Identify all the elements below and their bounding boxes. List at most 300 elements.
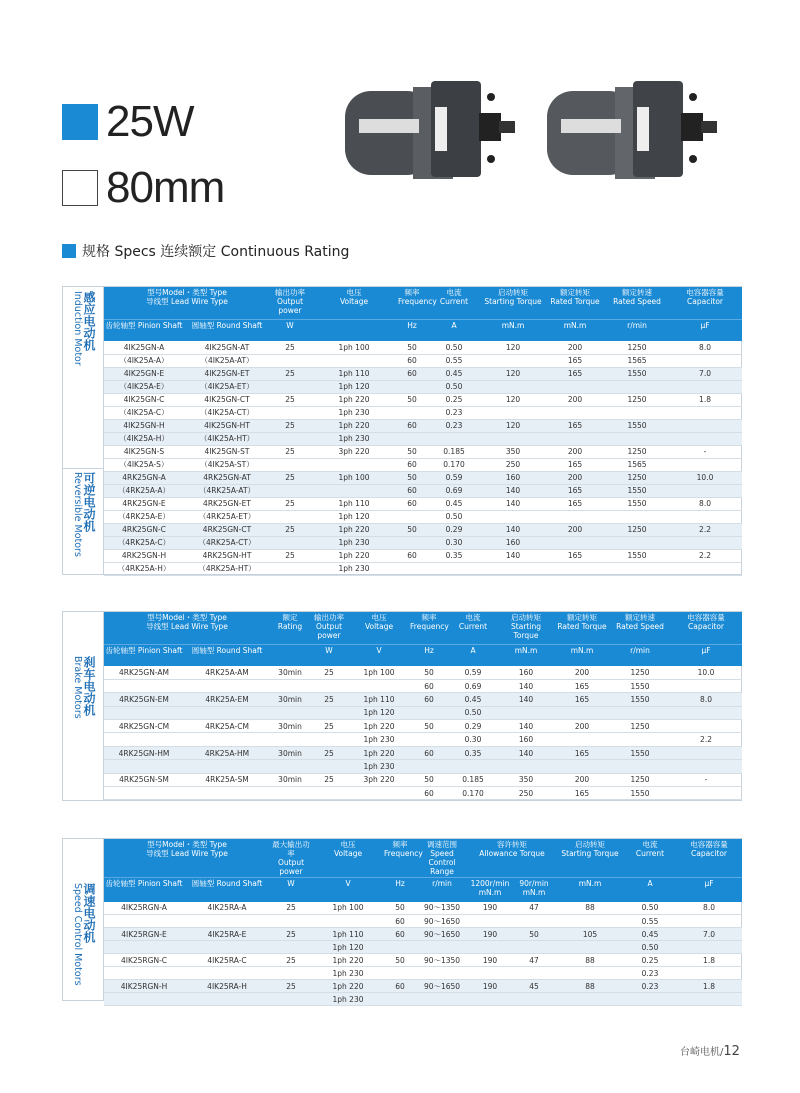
table-cell: 4IK25GN-C [104,393,184,406]
table-cell [270,706,310,719]
table-cell: 190 [468,902,512,915]
table-cell [384,967,416,980]
table-cell: 4RK25A-AM [184,666,270,679]
table-cell: 200 [544,471,606,484]
table-cell [448,760,498,773]
table-cell [544,380,606,393]
table-cell: 1.8 [676,980,742,993]
table-cell: 0.170 [448,787,498,800]
table-cell [384,993,416,1006]
table-cell: 0.185 [426,445,482,458]
table-cell: 4RK25GN-CM [104,720,184,733]
table-cell [512,941,556,954]
table-cell: （4RK25A-HT） [184,562,270,575]
table-cell [554,733,610,746]
table-cell [668,354,742,367]
table-cell [104,915,184,928]
table-cell: 7.0 [676,928,742,941]
sub-unit: A [426,319,482,341]
table-cell [270,562,310,575]
table-row [104,432,742,445]
sub-unit: 1200r/min mN.m [468,878,512,902]
table-cell [104,993,184,1006]
hdr-starting-torque: 启动转矩 Starting Torque [498,612,554,644]
table-cell: 4IK25RGN-A [104,902,184,915]
group-title-cn: 可逆电动机 [82,472,96,532]
table-cell: 60 [398,458,426,471]
table-cell [668,458,742,471]
table-cell: 165 [544,367,606,380]
table-cell: 1ph 230 [348,760,410,773]
table-cell: 0.25 [426,393,482,406]
table-cell [606,432,668,445]
table-cell [104,706,184,719]
table-cell: （4RK25A-C） [104,536,184,549]
hdr-starting-torque: 启动转矩 Starting Torque [556,839,624,878]
power-label: 25W [106,97,194,146]
table-cell: 25 [270,902,312,915]
table-cell [668,406,742,419]
table-cell [416,941,468,954]
table-cell: 120 [482,393,544,406]
table-cell [398,536,426,549]
table-row [104,773,742,786]
table-cell: 0.45 [448,693,498,706]
table-cell: 1ph 120 [312,941,384,954]
table-cell: 1ph 230 [310,562,398,575]
table-row [104,915,742,928]
table-cell [482,432,544,445]
table-row [104,980,742,993]
table-cell: 50 [398,341,426,354]
table-cell [544,562,606,575]
table-row [104,787,742,800]
table-1 [104,287,742,576]
table-cell [482,380,544,393]
table-cell: 200 [544,445,606,458]
table-cell: 120 [482,341,544,354]
table-cell: 0.50 [624,902,676,915]
table-cell: 50 [512,928,556,941]
blue-bullet-icon [62,244,76,258]
table-cell: 0.50 [624,941,676,954]
table-cell: 0.55 [624,915,676,928]
table-cell [310,458,398,471]
table-cell: 8.0 [668,497,742,510]
table-cell: 1ph 110 [312,928,384,941]
hdr-voltage: 电压 Voltage [348,612,410,644]
table-cell [556,993,624,1006]
table-cell [544,406,606,419]
table-cell [270,967,312,980]
table-cell: 4IK25RA-A [184,902,270,915]
table-cell: 1ph 220 [312,980,384,993]
table-row [104,967,742,980]
table-cell [416,967,468,980]
sub-unit: r/min [610,644,670,666]
table-cell: 160 [482,471,544,484]
table-cell [670,760,742,773]
table-cell: 165 [544,549,606,562]
sub-round: 圆轴型 Round Shaft [184,878,270,902]
table-cell [668,419,742,432]
table-cell: 0.29 [448,720,498,733]
hdr-frequency: 频率 Frequency [398,287,426,319]
table-2 [104,612,742,800]
table-cell: 250 [482,458,544,471]
table-cell: 160 [498,733,554,746]
table-cell: 1ph 220 [312,954,384,967]
table-cell: 25 [270,445,310,458]
table-cell: 4RK25GN-HT [184,549,270,562]
table-cell: 25 [270,954,312,967]
page-number: 12 [723,1044,740,1059]
table-cell: 30min [270,773,310,786]
table-cell: 1565 [606,458,668,471]
table-cell: 90～1350 [416,954,468,967]
table-cell [104,787,184,800]
footer-brand: 台崎电机 [680,1047,720,1058]
table-cell: 1ph 220 [348,746,410,759]
table-cell: 1550 [606,549,668,562]
table-cell: 50 [410,666,448,679]
table-cell: 4RK25GN-AT [184,471,270,484]
table-cell [310,760,348,773]
table-cell [184,915,270,928]
sub-unit: Hz [398,319,426,341]
table-cell [270,679,310,692]
table-cell [310,484,398,497]
table-cell [410,706,448,719]
sub-unit [310,319,398,341]
table-cell: 0.55 [426,354,482,367]
table-cell [670,679,742,692]
table-cell [184,787,270,800]
table-cell [512,993,556,1006]
table-cell: 0.59 [426,471,482,484]
hdr-rated-speed: 额定转速 Rated Speed [610,612,670,644]
table-cell [312,915,384,928]
hdr-capacitor: 电容器容量 Capacitor [670,612,742,644]
table-cell: 3ph 220 [310,445,398,458]
table-cell: - [668,445,742,458]
table-cell [270,941,312,954]
table-cell: 1250 [606,523,668,536]
table-cell [544,510,606,523]
table-cell [104,941,184,954]
table-row [104,341,742,354]
table-cell: 60 [384,915,416,928]
table-cell: 1250 [606,393,668,406]
table-cell [482,406,544,419]
table-cell: 0.23 [624,967,676,980]
table-cell [668,380,742,393]
table-cell: 1565 [606,354,668,367]
sub-round: 圆轴型 Round Shaft [184,644,270,666]
table-cell: 0.35 [426,549,482,562]
table-cell [624,993,676,1006]
table-cell: 4RK25GN-ET [184,497,270,510]
table-row [104,993,742,1006]
table-cell: 4RK25GN-C [104,523,184,536]
table-cell: 165 [544,354,606,367]
sub-unit: mN.m [544,319,606,341]
table-cell: （4IK25A-ST） [184,458,270,471]
table-cell [670,706,742,719]
frame-heading [62,163,224,213]
table-cell: 50 [410,773,448,786]
sub-unit: W [310,644,348,666]
table-cell: 350 [498,773,554,786]
table-cell: 165 [544,419,606,432]
table-cell: 60 [384,980,416,993]
table-cell: 50 [384,954,416,967]
table-cell [270,510,310,523]
table-cell: 0.59 [448,666,498,679]
sub-unit: V [312,878,384,902]
table-cell [498,760,554,773]
motor-photo-1 [343,73,523,183]
table-cell: 0.50 [448,706,498,719]
table-cell: 0.23 [426,406,482,419]
table-cell [270,760,310,773]
table-cell [606,562,668,575]
table-cell: 60 [410,693,448,706]
table-cell: 1ph 230 [310,536,398,549]
table-cell [498,706,554,719]
table-cell [676,993,742,1006]
table-cell [668,536,742,549]
table-cell: 1550 [606,497,668,510]
table-cell [468,941,512,954]
table-cell: 50 [398,445,426,458]
table-cell [398,562,426,575]
table-cell [556,941,624,954]
table-cell: 2.2 [670,733,742,746]
table-cell [482,354,544,367]
table-cell [270,787,310,800]
table-cell: （4RK25A-E） [104,510,184,523]
table-cell: 4RK25A-HM [184,746,270,759]
table-cell: 1ph 100 [310,341,398,354]
table-cell: 1550 [606,367,668,380]
table-cell [668,510,742,523]
table-cell: 60 [384,928,416,941]
table-cell: 4IK25GN-HT [184,419,270,432]
spec-title: 规格 Specs 连续额定 Continuous Rating [82,244,350,260]
table-cell: 60 [398,549,426,562]
hdr-speed-range: 调速范围 Speed Control Range [416,839,468,878]
table-cell: 1250 [606,471,668,484]
hdr-output: 输出功率 Output power [270,287,310,319]
group-label-induction [63,287,104,468]
group-label-speed [63,879,104,1002]
table-cell: 0.45 [426,497,482,510]
table-row [104,497,742,510]
table-cell: 1ph 100 [310,471,398,484]
table-cell: 4IK25GN-ET [184,367,270,380]
table-cell [270,406,310,419]
table-row [104,679,742,692]
table-cell: （4IK25A-HT） [184,432,270,445]
sub-unit: μF [668,319,742,341]
sub-unit [270,644,310,666]
table-row [104,693,742,706]
frame-label: 80mm [106,163,225,212]
table-cell [676,941,742,954]
table-cell: 165 [554,679,610,692]
table-cell: （4RK25A-H） [104,562,184,575]
table-cell: 190 [468,928,512,941]
sub-round: 圆轴型 Round Shaft [184,319,270,341]
table-cell: 0.30 [448,733,498,746]
sub-unit: μF [670,644,742,666]
table-cell: 0.50 [426,341,482,354]
table-cell: 25 [310,773,348,786]
table-cell: 1550 [610,693,670,706]
table-cell [670,787,742,800]
table-cell: 25 [310,720,348,733]
table-cell [184,760,270,773]
table-cell: 60 [410,679,448,692]
table-cell: 4IK25GN-CT [184,393,270,406]
table-cell [606,536,668,549]
table-cell [398,406,426,419]
table-cell: 1ph 220 [310,419,398,432]
table-cell: （4RK25A-ET） [184,510,270,523]
table-cell: 190 [468,980,512,993]
hdr-allowance-torque: 容许转矩 Allowance Torque [468,839,556,878]
table-cell: 25 [270,497,310,510]
sub-pinion: 齿轮轴型 Pinion Shaft [104,644,184,666]
table-cell: （4IK25A-CT） [184,406,270,419]
table-cell [270,380,310,393]
table-cell: 4IK25GN-S [104,445,184,458]
group-label-reversible [63,468,104,576]
table-cell: 4RK25GN-H [104,549,184,562]
table-cell: 30min [270,666,310,679]
table-cell [512,967,556,980]
table-cell [270,484,310,497]
table-cell: 1ph 120 [310,510,398,523]
table-row [104,954,742,967]
table-cell [398,510,426,523]
table-cell: （4IK25A-E） [104,380,184,393]
table-cell: 47 [512,954,556,967]
table-cell: 4RK25GN-E [104,497,184,510]
table-cell [348,787,410,800]
table-cell: 45 [512,980,556,993]
table-cell [606,380,668,393]
table-cell: 25 [270,419,310,432]
table-cell [544,432,606,445]
hdr-starting-torque: 启动转矩 Starting Torque [482,287,544,319]
table-cell: 1550 [610,679,670,692]
table-cell [482,562,544,575]
sub-unit: r/min [416,878,468,902]
motor-photo-2 [545,73,725,183]
table-cell [410,733,448,746]
table-cell: 1250 [606,445,668,458]
table-row [104,406,742,419]
table-cell: （4IK25A-S） [104,458,184,471]
table-row [104,484,742,497]
table-cell: 0.25 [624,954,676,967]
table-row [104,510,742,523]
table-cell: 200 [554,773,610,786]
table-cell: 88 [556,954,624,967]
table-cell [670,746,742,759]
table-cell: 90～1650 [416,915,468,928]
table-cell: 0.30 [426,536,482,549]
table-cell [482,510,544,523]
table-cell [426,562,482,575]
table-cell: 25 [310,746,348,759]
table-cell: 1.8 [676,954,742,967]
table-cell: 165 [544,484,606,497]
group-title-en: Speed Control Motors [72,883,83,986]
table-cell: 140 [498,693,554,706]
table-cell: （4RK25A-AT） [184,484,270,497]
table-cell [398,380,426,393]
table-cell: 50 [410,720,448,733]
group-title-en: Reversible Motors [72,472,83,557]
table-cell: 25 [270,980,312,993]
table-cell: 200 [544,393,606,406]
table-cell: 200 [554,666,610,679]
table-row [104,471,742,484]
table-cell [104,760,184,773]
table-cell [184,993,270,1006]
table-cell: 200 [544,341,606,354]
table-cell [270,536,310,549]
table-cell: 3ph 220 [348,773,410,786]
table-cell: 1250 [610,773,670,786]
table-cell: 60 [398,419,426,432]
table-row [104,549,742,562]
table-cell: 50 [398,393,426,406]
hdr-rated-speed: 额定转速 Rated Speed [606,287,668,319]
table-cell: 0.29 [426,523,482,536]
blue-square-icon [62,104,98,140]
table-cell: 350 [482,445,544,458]
table-cell: 1ph 230 [312,993,384,1006]
hdr-voltage: 电压 Voltage [310,287,398,319]
table-cell [556,967,624,980]
table-cell [310,787,348,800]
hdr-model: 型号Model・类型 Type 导线型 Lead Wire Type [104,839,270,878]
table-cell: 88 [556,902,624,915]
table-cell: 1.8 [668,393,742,406]
table-cell: 25 [270,367,310,380]
table-cell: 50 [398,523,426,536]
table-cell: 25 [270,393,310,406]
table-cell: 200 [544,523,606,536]
table-cell: 4IK25RGN-E [104,928,184,941]
table-cell: 1550 [610,787,670,800]
table-cell [184,967,270,980]
table-cell: 0.50 [426,380,482,393]
table-cell: 4IK25RA-H [184,980,270,993]
table-cell: （4IK25A-AT） [184,354,270,367]
table-cell [184,941,270,954]
sub-unit: A [448,644,498,666]
table-cell: （4IK25A-A） [104,354,184,367]
table-cell [398,432,426,445]
table-cell [348,679,410,692]
table-cell [270,432,310,445]
table-cell [554,760,610,773]
